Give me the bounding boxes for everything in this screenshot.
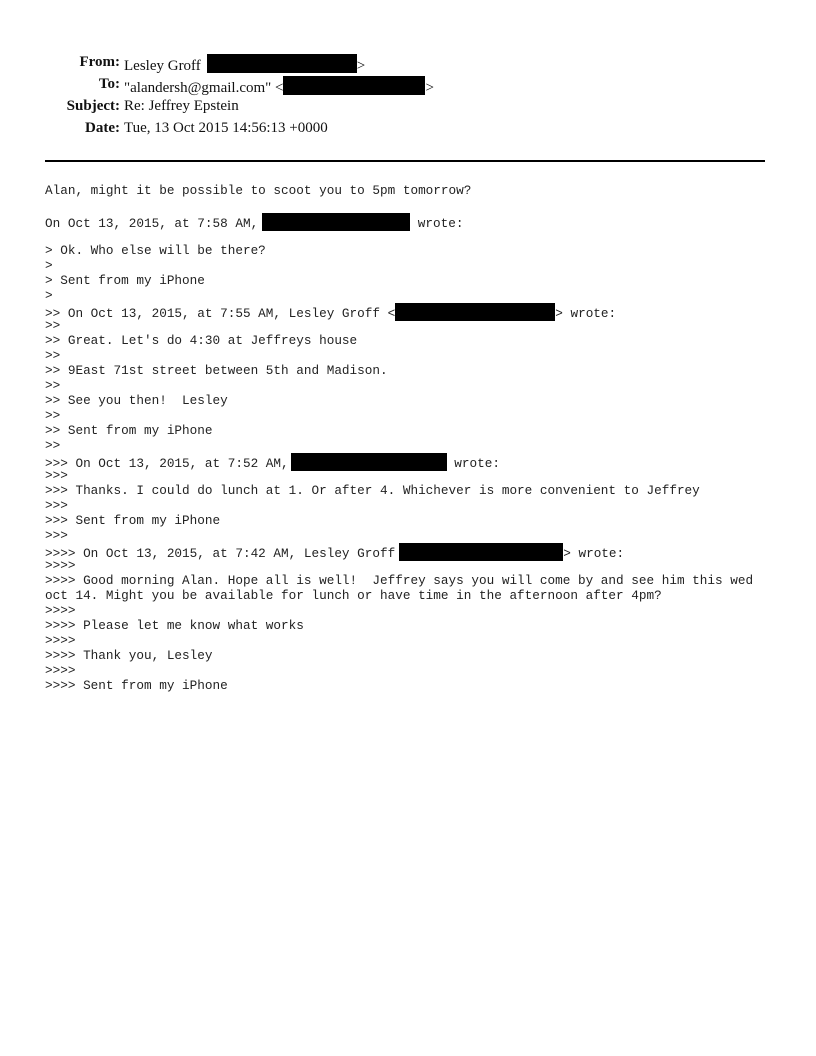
to-label: To: [98, 76, 120, 92]
body-line: >> On Oct 13, 2015, at 7:55 AM, Lesley Groff < > wrote: [45, 303, 616, 321]
redaction-box [291, 453, 447, 471]
body-line: >>>> On Oct 13, 2015, at 7:42 AM, Lesley Groff > wrote: [45, 543, 624, 561]
body-line: >> 9East 71st street between 5th and Madison. [45, 363, 388, 378]
body-line: >>> Thanks. I could do lunch at 1. Or after 4. Whichever is more convenient to Jeffrey [45, 483, 700, 498]
to-value: "alandersh@gmail.com" < [124, 80, 284, 96]
redaction-box [395, 303, 555, 321]
body-line: >>>> [45, 633, 76, 648]
body-line: > [45, 288, 53, 303]
body-line: >>> [45, 468, 68, 483]
body-line: >> Sent from my iPhone [45, 423, 213, 438]
body-line: >>>> Thank you, Lesley [45, 648, 213, 663]
redaction-box [399, 543, 563, 561]
date-label: Date: [85, 120, 120, 136]
subject-value: Re: Jeffrey Epstein [124, 98, 239, 114]
body-line: >>>> [45, 663, 76, 678]
body-line: >> [45, 438, 61, 453]
body-line: >> [45, 348, 61, 363]
angle-close: > [356, 58, 366, 74]
body-line: Alan, might it be possible to scoot you to 5pm tomorrow? [45, 183, 472, 198]
message-body [45, 0, 805, 693]
body-line: >>> [45, 528, 68, 543]
body-line: >>>> [45, 558, 76, 573]
body-line: On Oct 13, 2015, at 7:58 AM, wrote: [45, 213, 463, 231]
body-line: > [45, 258, 53, 273]
from-value: Lesley Groff [124, 58, 201, 74]
body-line: >>>> Good morning Alan. Hope all is well! Jeffrey says you will come by and see him this wed [45, 573, 754, 588]
body-line: >>>> Sent from my iPhone [45, 678, 228, 693]
date-value: Tue, 13 Oct 2015 14:56:13 +0000 [124, 120, 328, 136]
angle-close: > [425, 80, 434, 96]
body-line: >>> [45, 498, 68, 513]
body-line: >> [45, 318, 61, 333]
body-line: >> [45, 408, 61, 423]
body-line: > Ok. Who else will be there? [45, 243, 266, 258]
body-line: >>> On Oct 13, 2015, at 7:52 AM, wrote: [45, 453, 500, 471]
body-line: >>> Sent from my iPhone [45, 513, 221, 528]
body-line: > Sent from my iPhone [45, 273, 205, 288]
subject-label: Subject: [66, 98, 120, 114]
body-line: >> See you then! Lesley [45, 393, 228, 408]
redaction-box [262, 213, 410, 231]
body-line: >>>> Please let me know what works [45, 618, 304, 633]
body-line: >>>> [45, 603, 76, 618]
body-line: oct 14. Might you be available for lunch or have time in the afternoon after 4pm? [45, 588, 662, 603]
body-line: >> [45, 378, 61, 393]
body-line: >> Great. Let's do 4:30 at Jeffreys house [45, 333, 358, 348]
from-label: From: [79, 54, 120, 70]
